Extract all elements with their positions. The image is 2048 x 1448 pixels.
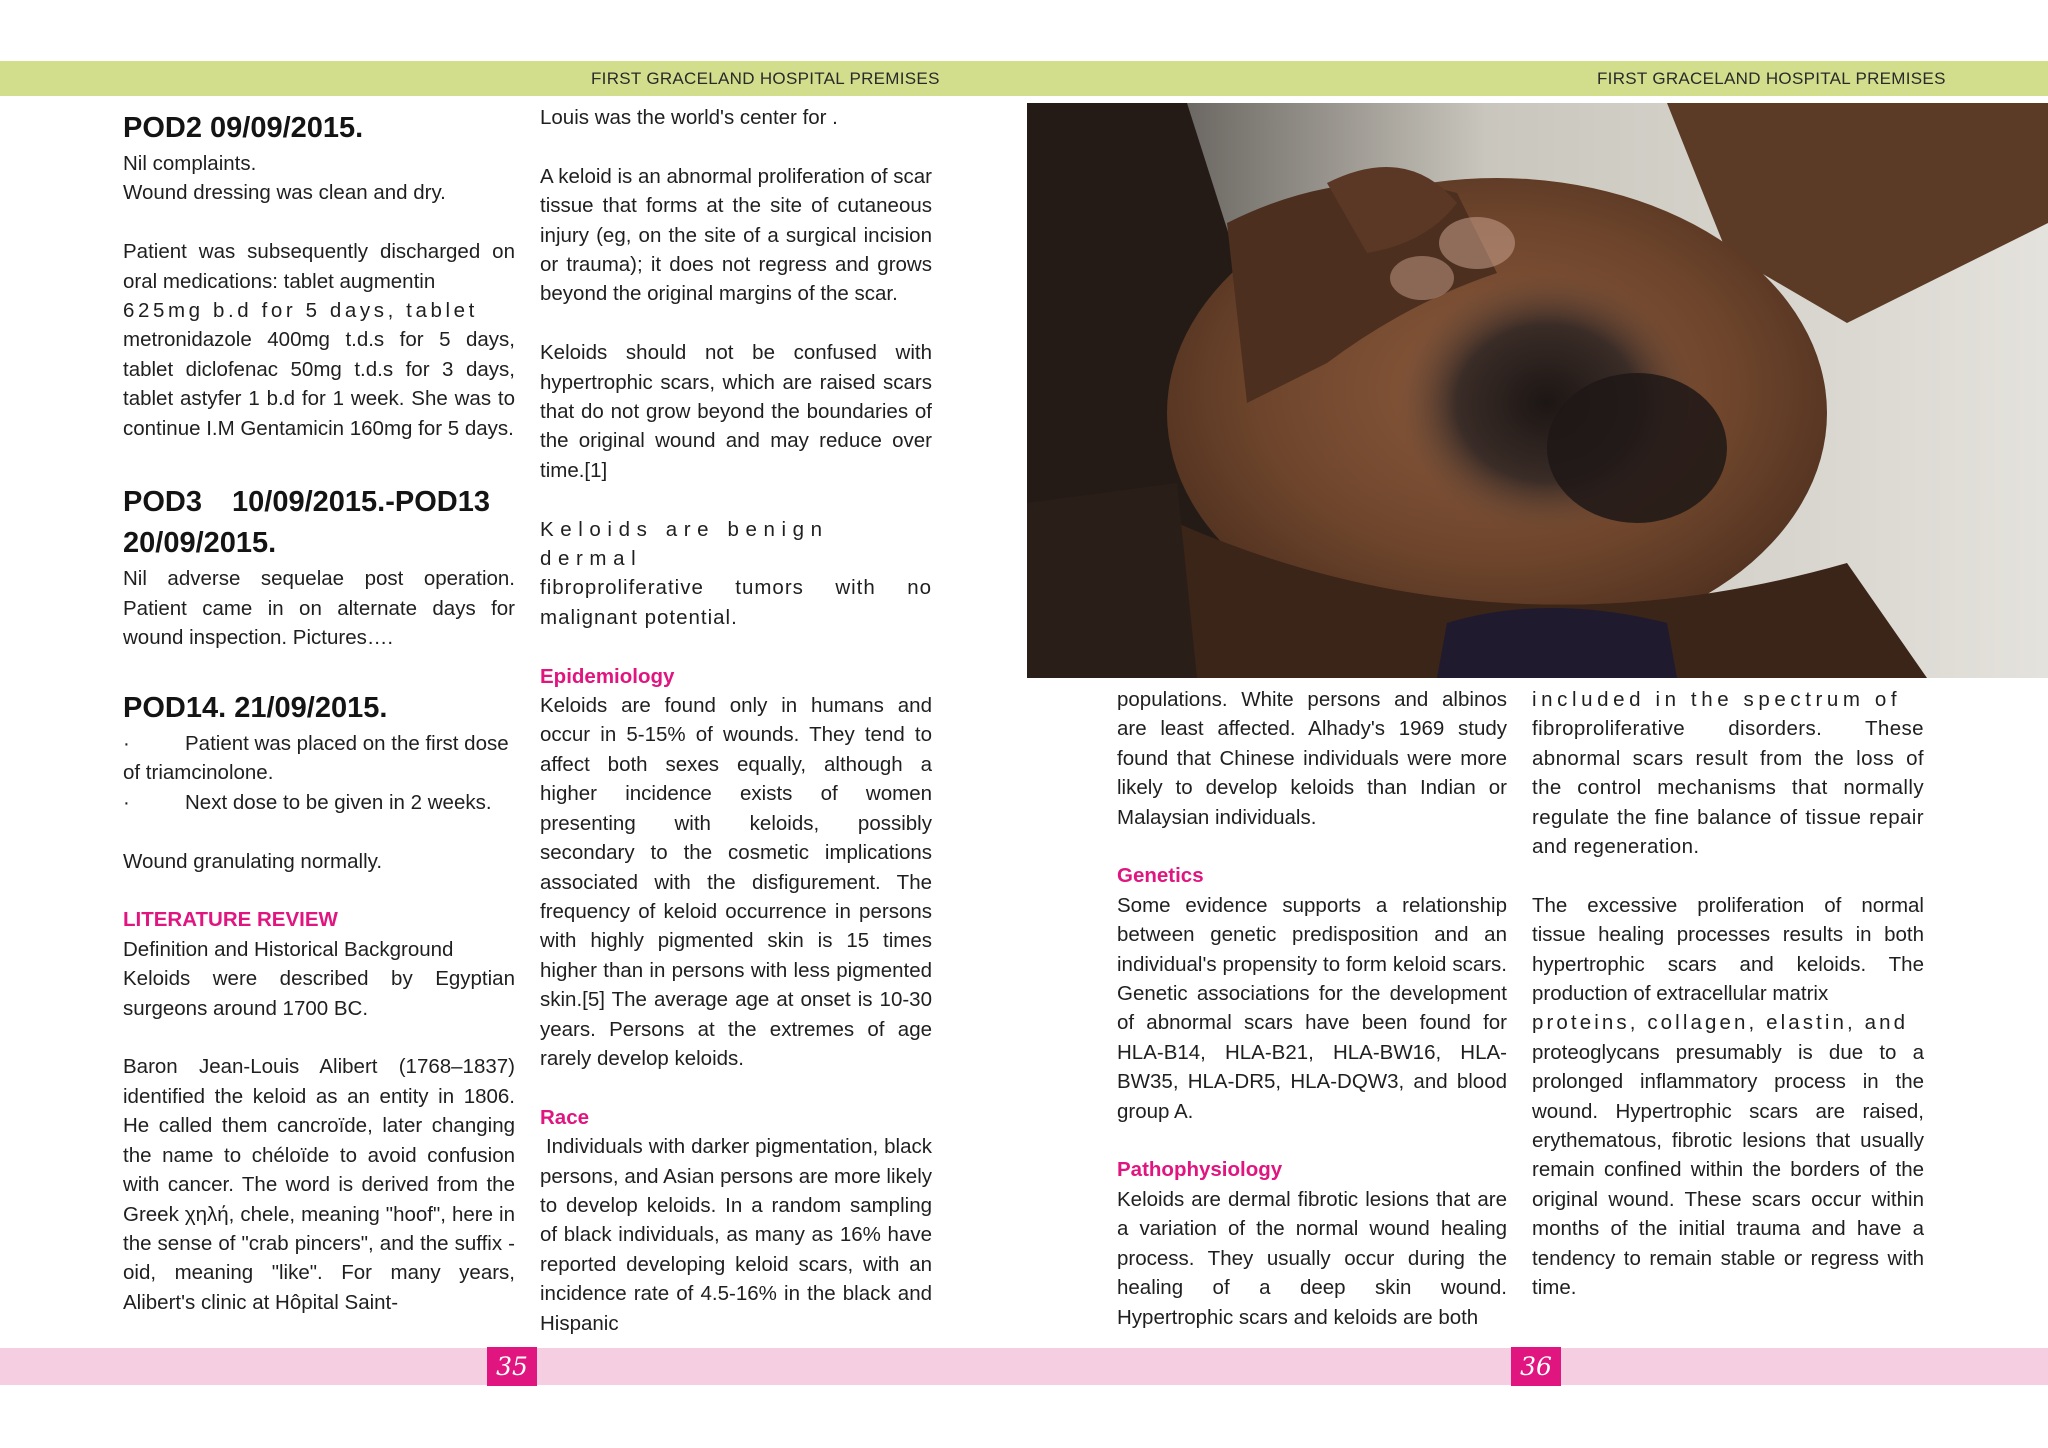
clinical-photo-keloid-breast-icon xyxy=(1027,103,2048,678)
literature-egypt-text: Keloids were described by Egyptian surgeons around 1700 BC. xyxy=(123,967,515,1020)
discharge-text-c: metronidazole 400mg t.d.s for 5 days, tablet diclofenac 50mg t.d.s for 3 days, tablet astyfer 1 b.d for 1 week. She was to continue I.M Gentamicin 160mg for 5 days. xyxy=(123,328,515,440)
running-title-right: FIRST GRACELAND HOSPITAL PREMISES xyxy=(1597,69,1946,88)
page-number-right: 36 xyxy=(1511,1347,1561,1386)
keloid-definition: A keloid is an abnormal proliferation of scar tissue that forms at the site of cutaneous injury (eg, on the site of a surgical incision or trauma); it does not regress and grows beyond the original margins of the scar. xyxy=(540,164,932,306)
pathophysiology-heading: Pathophysiology xyxy=(1117,1158,1283,1182)
pod2-line-1: Nil complaints. xyxy=(123,152,257,175)
discharge-text-b: 625mg b.d for 5 days, tablet xyxy=(123,299,478,323)
genetics-heading: Genetics xyxy=(1117,864,1204,888)
spectrum-text-b: fibroproliferative disorders. These abnormal scars result from the loss of the control mechanisms that normally regulate the fine balance of tissue repair and regeneration. xyxy=(1532,717,1924,859)
granulating-text: Wound granulating normally. xyxy=(123,849,383,873)
bullet-marker: · xyxy=(123,790,130,814)
louis-continuation: Louis was the world's center for . xyxy=(540,106,838,129)
pod3-heading-text: POD3 10/09/2015.-POD13 xyxy=(123,486,490,519)
header-band xyxy=(0,61,2048,96)
clinical-photo xyxy=(1027,103,2048,678)
epidemiology-text: Keloids are found only in humans and occur in 5-15% of wounds. They tend to affect both sexes equally, although a higher incidence exists of women presenting with keloids, possibly secondary to the cosmetic implications associated with the disfigurement. The frequency of keloid occurrence in persons with highly pigmented skin is 15 times higher than in persons with less pigmented skin.[5] The average age at onset is 10-30 years. Persons at the extremes of age rarely develop keloids. xyxy=(540,694,932,1070)
page35-column-1 xyxy=(123,108,515,1317)
pod3-heading-line-1 xyxy=(123,482,515,523)
page36-column-4 xyxy=(1532,685,1924,1303)
pod14-heading: POD14. 21/09/2015. xyxy=(123,692,388,725)
pod14-bullet-2 xyxy=(123,788,515,817)
excessive-text-c: proteoglycans presumably is due to a prolonged inflammatory process in the wound. Hypertrophic scars are raised, erythematous, fibrotic lesions that usually remain confined within the borders of the original wound. These scars occur within months of the initial trauma and have a tendency to remain stable or regress with time. xyxy=(1532,1040,1924,1300)
keloid-vs-hypertrophic: Keloids should not be confused with hypertrophic scars, which are raised scars that do not grow beyond the boundaries of the original wound and may reduce over time.[1] xyxy=(540,341,932,482)
bullet-marker: · xyxy=(123,732,130,756)
literature-subheading: Definition and Historical Background xyxy=(123,937,454,961)
pathophysiology-text: Keloids are dermal fibrotic lesions that are a variation of the normal wound healing process. They usually occur during the healing of a deep skin wound. Hypertrophic scars and keloids are both xyxy=(1117,1187,1507,1329)
literature-review-heading: LITERATURE REVIEW xyxy=(123,908,338,932)
race-heading: Race xyxy=(540,1105,590,1129)
benign-text-a: Keloids are benign dermal xyxy=(540,517,829,571)
page-number-left: 35 xyxy=(487,1347,537,1386)
running-title-left: FIRST GRACELAND HOSPITAL PREMISES xyxy=(591,69,940,88)
footer-band xyxy=(0,1348,2048,1385)
pod2-heading: POD2 09/09/2015. xyxy=(123,112,364,144)
spectrum-text-a: included in the spectrum of xyxy=(1532,688,1902,711)
page36-column-3 xyxy=(1117,685,1507,1332)
genetics-text: Some evidence supports a relationship between genetic predisposition and an individual's propensity to form keloid scars. Genetic associations for the development of abnormal scars have been found for HLA-B14, HLA-B21, HLA-BW16, HLA-BW35, HLA-DR5, HLA-DQW3, and blood group A. xyxy=(1117,893,1507,1123)
discharge-text-a: Patient was subsequently discharged on oral medications: tablet augmentin xyxy=(123,240,515,293)
pod2-line-2: Wound dressing was clean and dry. xyxy=(123,181,446,205)
page35-column-2 xyxy=(540,103,938,1338)
pod14-bullet-2-text: Next dose to be given in 2 weeks. xyxy=(185,790,492,814)
literature-alibert-text: Baron Jean-Louis Alibert (1768–1837) identified the keloid as an entity in 1806. He called them cancroïde, later changing the name to chéloïde to avoid confusion with cancer. The word is derived from the Greek χηλή, chele, meaning "hoof", here in the sense of "crab pincers", and the suffix -oid, meaning "like". For many years, Alibert's clinic at Hôpital Saint- xyxy=(123,1055,515,1314)
race-text: Individuals with darker pigmentation, black persons, and Asian persons are more likely to develop keloids. In a random sampling of black individuals, as many as 16% have reported developing keloid scars, with an incidence rate of 4.5-16% in the black and Hispanic xyxy=(540,1135,938,1335)
pod14-bullet-1-text: Patient was placed on the first dose of triamcinolone. xyxy=(123,732,509,785)
populations-text: populations. White persons and albinos are least affected. Alhady's 1969 study found that Chinese individuals were more likely to develop keloids than Indian or Malaysian individuals. xyxy=(1117,688,1507,829)
pod3-text: Nil adverse sequelae post operation. Patient came in on alternate days for wound inspection. Pictures…. xyxy=(123,567,515,650)
pod3-heading-line-2: 20/09/2015. xyxy=(123,527,277,560)
excessive-text-b: proteins, collagen, elastin, and xyxy=(1532,1011,1909,1035)
epidemiology-heading: Epidemiology xyxy=(540,664,675,688)
excessive-text-a: The excessive proliferation of normal tissue healing processes results in both hypertrophic scars and keloids. The production of extracellular matrix xyxy=(1532,893,1924,1006)
benign-text-b: fibroproliferative tumors with no malignant potential. xyxy=(540,576,932,629)
